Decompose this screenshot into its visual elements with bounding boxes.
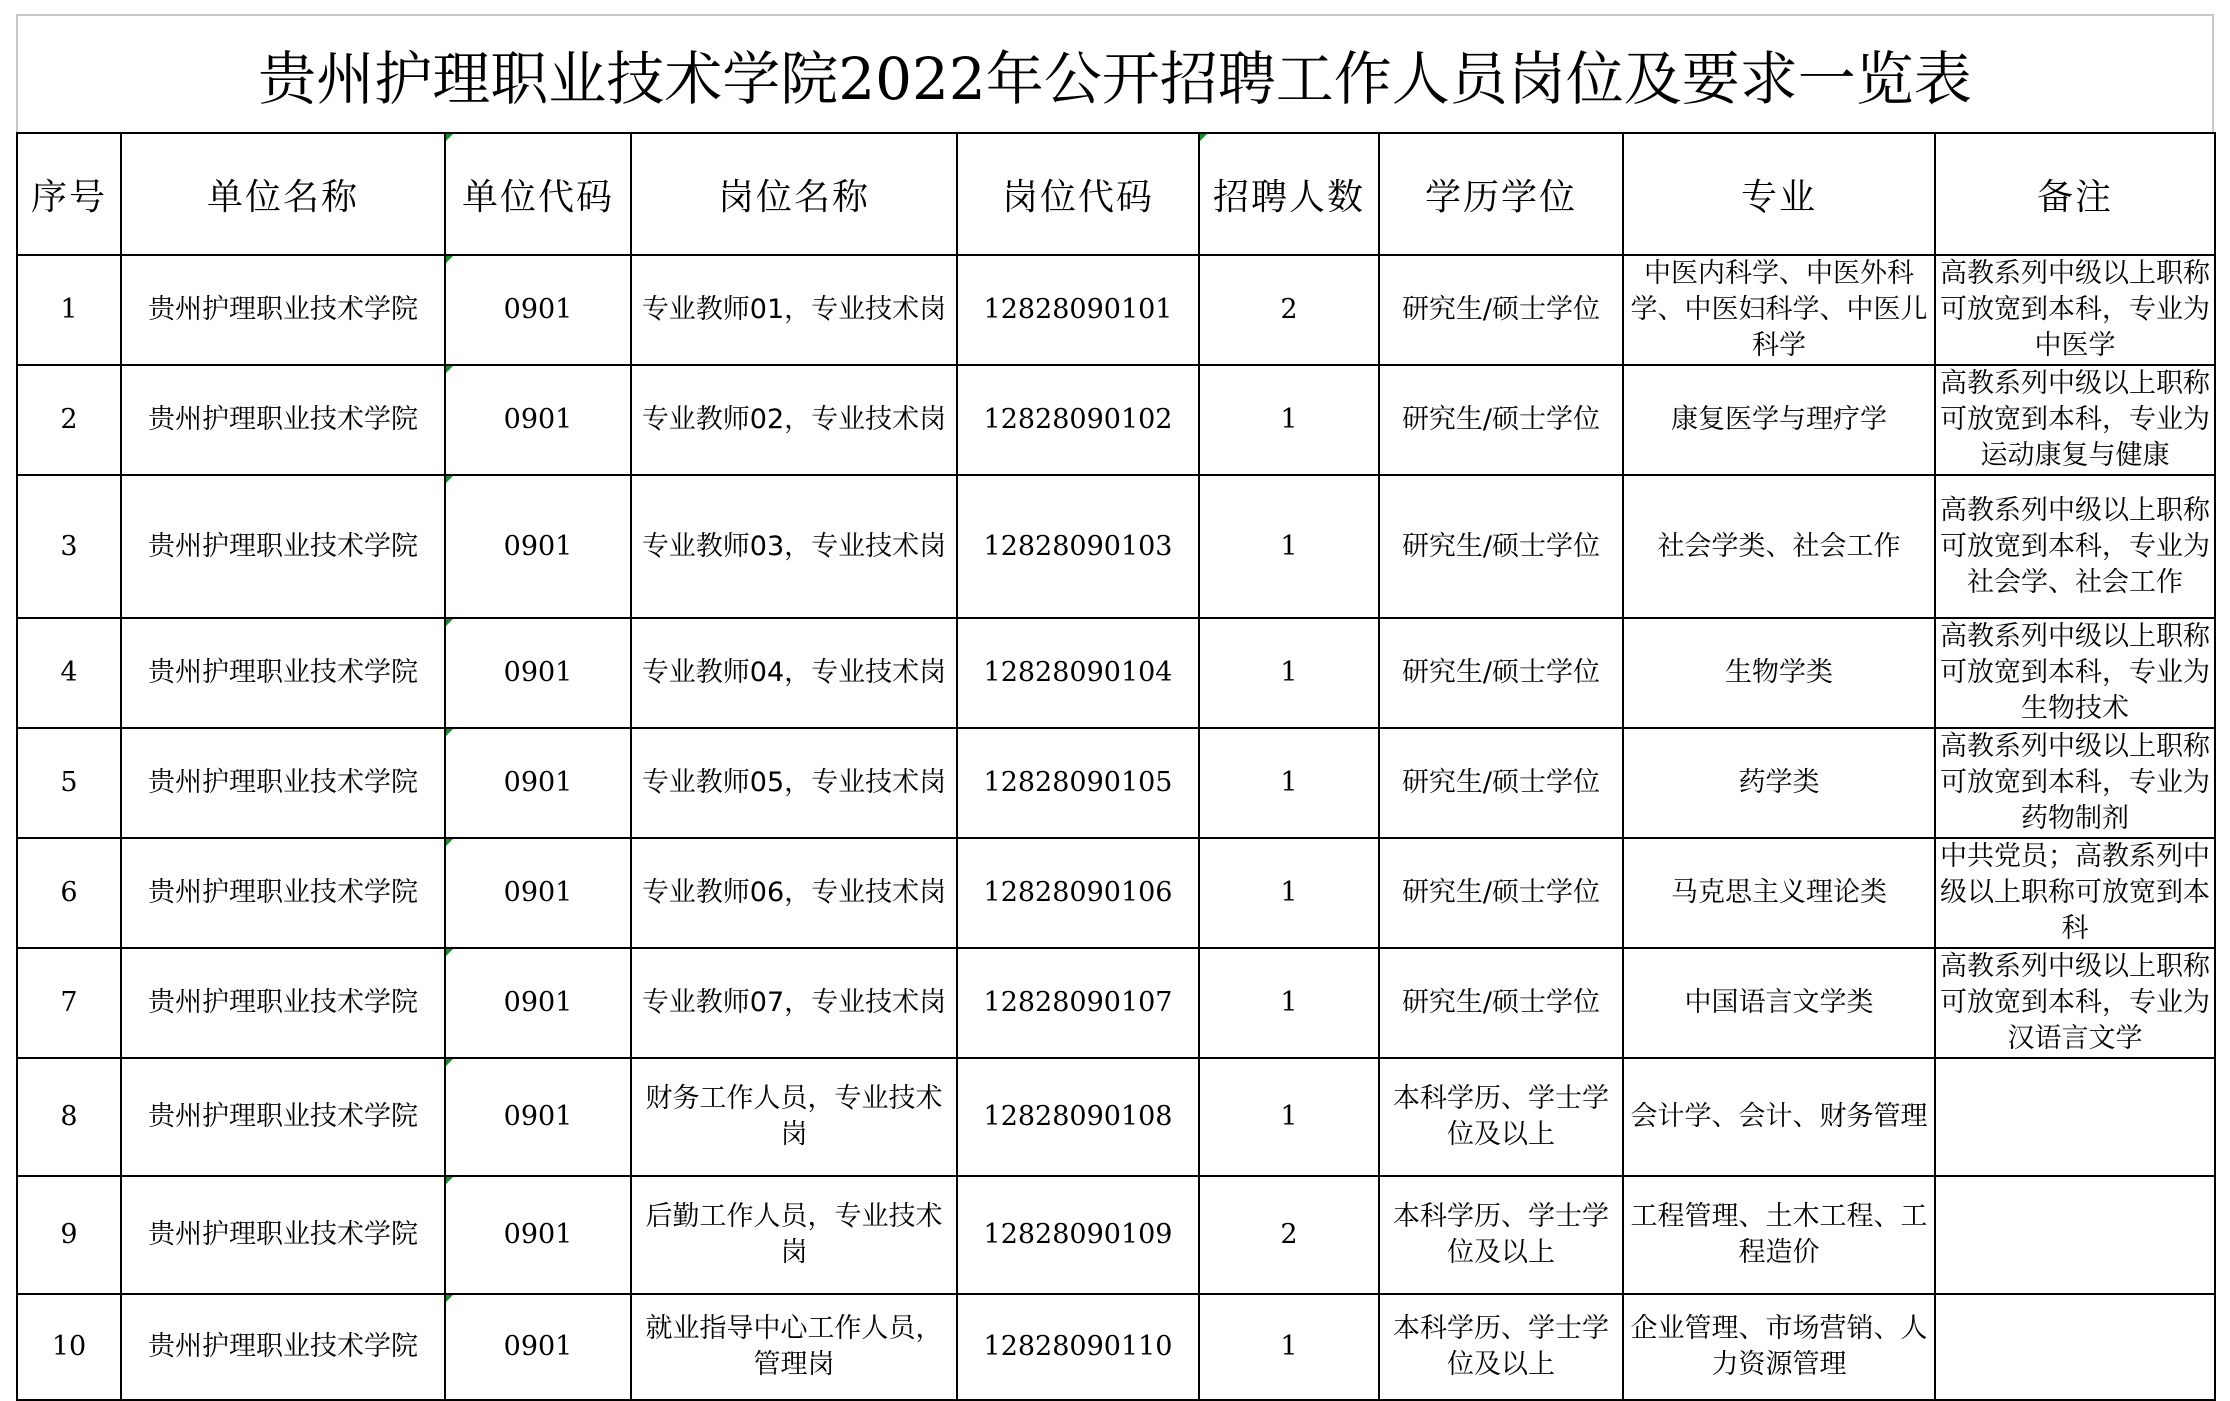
cell-post-name[interactable]: 专业教师02，专业技术岗 xyxy=(631,365,957,475)
cell-unit-code[interactable]: 0901 xyxy=(445,1294,631,1400)
page-title: 贵州护理职业技术学院2022年公开招聘工作人员岗位及要求一览表 xyxy=(258,45,1972,113)
cell-note[interactable]: 高教系列中级以上职称可放宽到本科，专业为运动康复与健康 xyxy=(1935,365,2215,475)
cell-count[interactable]: 1 xyxy=(1199,948,1379,1058)
title-row xyxy=(16,14,2214,132)
recruitment-table xyxy=(16,132,2216,1401)
cell-seq[interactable]: 6 xyxy=(17,838,121,948)
cell-unit-code[interactable]: 0901 xyxy=(445,475,631,618)
cell-note[interactable]: 高教系列中级以上职称可放宽到本科，专业为社会学、社会工作 xyxy=(1935,475,2215,618)
cell-post-name[interactable]: 财务工作人员，专业技术岗 xyxy=(631,1058,957,1176)
cell-unit-name[interactable]: 贵州护理职业技术学院 xyxy=(121,1176,445,1294)
cell-unit-code[interactable]: 0901 xyxy=(445,728,631,838)
header-major[interactable]: 专业 xyxy=(1623,133,1935,255)
cell-count[interactable]: 1 xyxy=(1199,475,1379,618)
cell-seq[interactable]: 9 xyxy=(17,1176,121,1294)
cell-count[interactable]: 1 xyxy=(1199,838,1379,948)
cell-seq[interactable]: 10 xyxy=(17,1294,121,1400)
cell-post-code[interactable]: 12828090109 xyxy=(957,1176,1199,1294)
cell-post-code[interactable]: 12828090101 xyxy=(957,255,1199,365)
cell-education[interactable]: 研究生/硕士学位 xyxy=(1379,728,1623,838)
cell-seq[interactable]: 3 xyxy=(17,475,121,618)
cell-count[interactable]: 1 xyxy=(1199,1294,1379,1400)
table-row xyxy=(17,618,2215,728)
cell-major[interactable]: 中国语言文学类 xyxy=(1623,948,1935,1058)
header-count[interactable]: 招聘人数 xyxy=(1199,133,1379,255)
cell-major[interactable]: 社会学类、社会工作 xyxy=(1623,475,1935,618)
cell-count[interactable]: 2 xyxy=(1199,1176,1379,1294)
cell-education[interactable]: 研究生/硕士学位 xyxy=(1379,255,1623,365)
cell-post-code[interactable]: 12828090103 xyxy=(957,475,1199,618)
table-body xyxy=(17,255,2215,1400)
cell-post-code[interactable]: 12828090104 xyxy=(957,618,1199,728)
cell-post-name[interactable]: 专业教师05，专业技术岗 xyxy=(631,728,957,838)
cell-seq[interactable]: 1 xyxy=(17,255,121,365)
cell-education[interactable]: 研究生/硕士学位 xyxy=(1379,475,1623,618)
cell-note[interactable]: 高教系列中级以上职称可放宽到本科，专业为中医学 xyxy=(1935,255,2215,365)
cell-unit-name[interactable]: 贵州护理职业技术学院 xyxy=(121,728,445,838)
cell-education[interactable]: 研究生/硕士学位 xyxy=(1379,838,1623,948)
table-row xyxy=(17,728,2215,838)
table-row xyxy=(17,475,2215,618)
cell-post-code[interactable]: 12828090110 xyxy=(957,1294,1199,1400)
spreadsheet xyxy=(16,14,2214,1380)
table-row xyxy=(17,365,2215,475)
cell-count[interactable]: 1 xyxy=(1199,365,1379,475)
cell-note[interactable]: 高教系列中级以上职称可放宽到本科，专业为生物技术 xyxy=(1935,618,2215,728)
cell-unit-code[interactable]: 0901 xyxy=(445,255,631,365)
cell-count[interactable]: 1 xyxy=(1199,618,1379,728)
cell-note[interactable]: 高教系列中级以上职称可放宽到本科，专业为药物制剂 xyxy=(1935,728,2215,838)
cell-unit-name[interactable]: 贵州护理职业技术学院 xyxy=(121,255,445,365)
cell-count[interactable]: 1 xyxy=(1199,728,1379,838)
table-row xyxy=(17,838,2215,948)
cell-unit-code[interactable]: 0901 xyxy=(445,948,631,1058)
cell-post-name[interactable]: 专业教师06，专业技术岗 xyxy=(631,838,957,948)
cell-unit-name[interactable]: 贵州护理职业技术学院 xyxy=(121,618,445,728)
cell-education[interactable]: 本科学历、学士学位及以上 xyxy=(1379,1176,1623,1294)
cell-post-code[interactable]: 12828090105 xyxy=(957,728,1199,838)
cell-note[interactable]: 高教系列中级以上职称可放宽到本科，专业为汉语言文学 xyxy=(1935,948,2215,1058)
cell-seq[interactable]: 4 xyxy=(17,618,121,728)
cell-unit-code[interactable]: 0901 xyxy=(445,1176,631,1294)
cell-major[interactable]: 企业管理、市场营销、人力资源管理 xyxy=(1623,1294,1935,1400)
cell-unit-name[interactable]: 贵州护理职业技术学院 xyxy=(121,838,445,948)
table-row xyxy=(17,1176,2215,1294)
header-post-code[interactable]: 岗位代码 xyxy=(957,133,1199,255)
header-education[interactable]: 学历学位 xyxy=(1379,133,1623,255)
cell-education[interactable]: 研究生/硕士学位 xyxy=(1379,365,1623,475)
cell-unit-name[interactable]: 贵州护理职业技术学院 xyxy=(121,475,445,618)
cell-unit-code[interactable]: 0901 xyxy=(445,365,631,475)
cell-major[interactable]: 中医内科学、中医外科学、中医妇科学、中医儿科学 xyxy=(1623,255,1935,365)
cell-post-code[interactable]: 12828090108 xyxy=(957,1058,1199,1176)
cell-education[interactable]: 研究生/硕士学位 xyxy=(1379,948,1623,1058)
cell-post-name[interactable]: 就业指导中心工作人员，管理岗 xyxy=(631,1294,957,1400)
cell-count[interactable]: 1 xyxy=(1199,1058,1379,1176)
header-post-name[interactable]: 岗位名称 xyxy=(631,133,957,255)
cell-seq[interactable]: 2 xyxy=(17,365,121,475)
cell-note[interactable] xyxy=(1935,1294,2215,1400)
cell-note[interactable] xyxy=(1935,1176,2215,1294)
cell-unit-name[interactable]: 贵州护理职业技术学院 xyxy=(121,1294,445,1400)
cell-major[interactable]: 药学类 xyxy=(1623,728,1935,838)
cell-post-code[interactable]: 12828090102 xyxy=(957,365,1199,475)
table-row xyxy=(17,255,2215,365)
cell-post-name[interactable]: 专业教师03，专业技术岗 xyxy=(631,475,957,618)
cell-note[interactable] xyxy=(1935,1058,2215,1176)
table-row xyxy=(17,1058,2215,1176)
header-row xyxy=(17,133,2215,255)
header-unit-name[interactable]: 单位名称 xyxy=(121,133,445,255)
cell-unit-code[interactable]: 0901 xyxy=(445,838,631,948)
cell-post-name[interactable]: 后勤工作人员，专业技术岗 xyxy=(631,1176,957,1294)
cell-education[interactable]: 本科学历、学士学位及以上 xyxy=(1379,1294,1623,1400)
cell-unit-code[interactable]: 0901 xyxy=(445,618,631,728)
table-row xyxy=(17,1294,2215,1400)
cell-unit-name[interactable]: 贵州护理职业技术学院 xyxy=(121,948,445,1058)
cell-post-name[interactable]: 专业教师01，专业技术岗 xyxy=(631,255,957,365)
cell-seq[interactable]: 8 xyxy=(17,1058,121,1176)
cell-count[interactable]: 2 xyxy=(1199,255,1379,365)
cell-education[interactable]: 研究生/硕士学位 xyxy=(1379,618,1623,728)
cell-seq[interactable]: 5 xyxy=(17,728,121,838)
cell-unit-name[interactable]: 贵州护理职业技术学院 xyxy=(121,1058,445,1176)
cell-major[interactable]: 马克思主义理论类 xyxy=(1623,838,1935,948)
cell-major[interactable]: 工程管理、土木工程、工程造价 xyxy=(1623,1176,1935,1294)
cell-unit-name[interactable]: 贵州护理职业技术学院 xyxy=(121,365,445,475)
cell-major[interactable]: 康复医学与理疗学 xyxy=(1623,365,1935,475)
header-unit-code[interactable]: 单位代码 xyxy=(445,133,631,255)
cell-major[interactable]: 会计学、会计、财务管理 xyxy=(1623,1058,1935,1176)
cell-note[interactable]: 中共党员；高教系列中级以上职称可放宽到本科 xyxy=(1935,838,2215,948)
table-row xyxy=(17,948,2215,1058)
cell-post-code[interactable]: 12828090107 xyxy=(957,948,1199,1058)
header-seq[interactable]: 序号 xyxy=(17,133,121,255)
cell-unit-code[interactable]: 0901 xyxy=(445,1058,631,1176)
cell-education[interactable]: 本科学历、学士学位及以上 xyxy=(1379,1058,1623,1176)
cell-post-name[interactable]: 专业教师04，专业技术岗 xyxy=(631,618,957,728)
cell-post-code[interactable]: 12828090106 xyxy=(957,838,1199,948)
cell-seq[interactable]: 7 xyxy=(17,948,121,1058)
cell-major[interactable]: 生物学类 xyxy=(1623,618,1935,728)
cell-post-name[interactable]: 专业教师07，专业技术岗 xyxy=(631,948,957,1058)
header-note[interactable]: 备注 xyxy=(1935,133,2215,255)
